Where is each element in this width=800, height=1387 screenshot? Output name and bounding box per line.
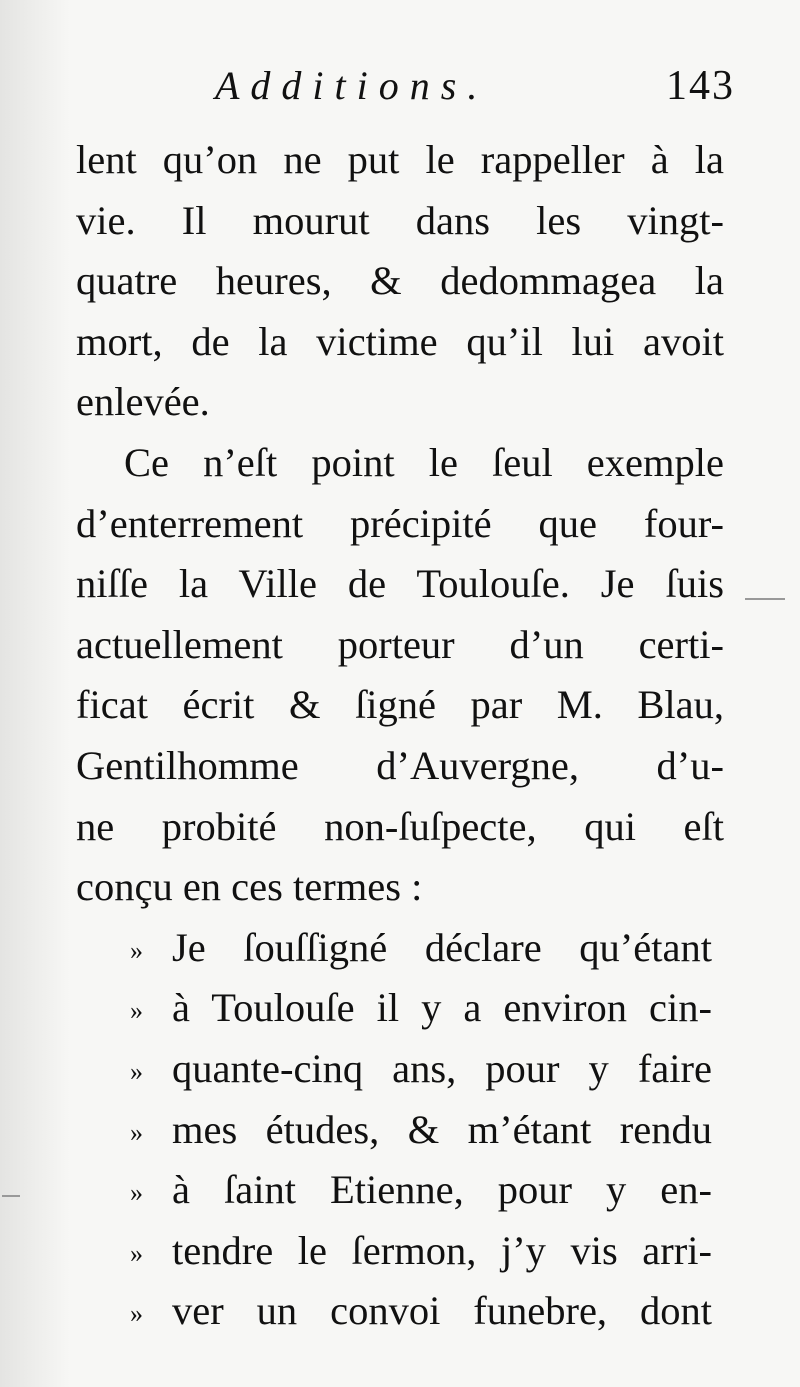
text-line: ne probité non-ſuſpecte, qui eſt: [76, 803, 724, 849]
text-line: ficat écrit & ſigné par M. Blau,: [76, 682, 724, 728]
page-header: [215, 62, 735, 122]
paragraph-first-line: Ce n’eſt point le ſeul exemple: [124, 439, 724, 485]
text-line: Gentilhomme d’Auvergne, d’u-: [76, 742, 724, 788]
margin-dash: [745, 598, 785, 600]
quote-mark: »: [130, 935, 143, 965]
quote-text: mes études, & m’étant rendu: [172, 1106, 712, 1152]
text-line: conçu en ces termes :: [76, 864, 423, 910]
quote-text: à ſaint Etienne, pour y en-: [172, 1167, 712, 1213]
text-line: niſſe la Ville de Toulouſe. Je ſuis: [76, 561, 724, 607]
quote-mark: »: [130, 1238, 143, 1268]
quote-line: [76, 918, 724, 979]
text-line: vie. Il mourut dans les vingt-: [76, 197, 724, 243]
text-line: quatre heures, & dedommagea la: [76, 258, 724, 304]
quote-line: [76, 1281, 724, 1342]
text-line: mort, de la victime qu’il lui avoit: [76, 318, 724, 364]
quote-mark: »: [130, 1299, 143, 1329]
quote-text: à Toulouſe il y a environ cin-: [172, 985, 712, 1031]
paper-edge: [0, 0, 70, 1387]
text-line: actuellement porteur d’un certi-: [76, 621, 724, 667]
text-line: enlevée.: [76, 379, 210, 425]
quote-mark: »: [130, 1056, 143, 1086]
quote-line: [76, 1221, 724, 1282]
quote-mark: »: [130, 1178, 143, 1208]
running-head: Additions.: [215, 63, 489, 108]
quote-mark: »: [130, 1117, 143, 1147]
quote-text: tendre le ſermon, j’y vis arri-: [172, 1227, 712, 1273]
quote-line: [76, 1039, 724, 1100]
quote-line: [76, 1160, 724, 1221]
text-line: d’enterrement précipité que four-: [76, 500, 724, 546]
margin-dash: [2, 1195, 20, 1197]
text-line: lent qu’on ne put le rappeller à la: [76, 137, 724, 182]
page-number: 143: [666, 63, 735, 109]
quote-text: ver un convoi funebre, dont: [172, 1288, 712, 1334]
quote-text: Je ſouſſigné déclare qu’étant: [172, 924, 712, 970]
quote-line: [76, 978, 724, 1039]
quote-text: quante-cinq ans, pour y faire: [172, 1045, 712, 1091]
body-text: [76, 130, 724, 1342]
quote-mark: »: [130, 996, 143, 1026]
quote-line: [76, 1100, 724, 1161]
